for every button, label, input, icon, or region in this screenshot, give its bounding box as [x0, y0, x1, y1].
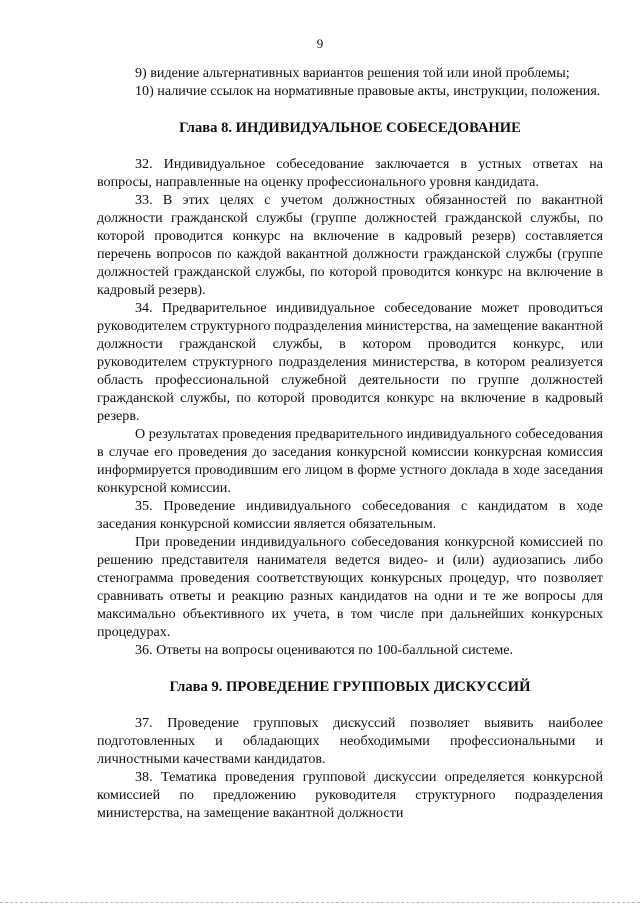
paragraph-33: 33. В этих целях с учетом должностных обязанностей по вакантной должности гражданской службы (группе должностей гражданской службы, по которой проводится конкурс на включение в кадровый резерв) составляется перечень вопросов по каждой вакантной должности гражданской службы (группе должностей гражданской службы, по которой проводится конкурс на включение в кадровый резерв).: [97, 192, 603, 298]
paragraph-item-9: 9) видение альтернативных вариантов решения той или иной проблемы;: [135, 65, 570, 81]
paragraph-38: 38. Тематика проведения групповой дискуссии определяется конкурсной комиссией по предложению руководителя структурного подразделения министерства, на замещение вакантной должности: [97, 769, 603, 821]
chapter-9-heading: Глава 9. ПРОВЕДЕНИЕ ГРУППОВЫХ ДИСКУССИЙ: [169, 679, 531, 695]
spacer: [97, 696, 603, 714]
paragraph-34: 34. Предварительное индивидуальное собеседование может проводиться руководителем структурного подразделения министерства, на замещение вакантной должности гражданской службы, в котором проводится конкурс, или руководителем структурного подразделения министерства, в котором реализуется область профессиональной служебной деятельности по группе должностей гражданской службы, по которой проводится конкурс на включение в кадровый резерв.: [97, 300, 603, 424]
document-body: [97, 64, 603, 822]
page-bottom-edge: [0, 902, 640, 903]
page-number: 9: [316, 36, 324, 51]
chapter-8-heading: Глава 8. ИНДИВИДУАЛЬНОЕ СОБЕСЕДОВАНИЕ: [179, 120, 521, 136]
paragraph-32: 32. Индивидуальное собеседование заключается в устных ответах на вопросы, направленные на оценку профессионального уровня кандидата.: [97, 156, 603, 190]
paragraph-35: 35. Проведение индивидуального собеседования с кандидатом в ходе заседания конкурсной комиссии является обязательным.: [97, 498, 603, 532]
spacer: [97, 100, 603, 119]
paragraph-35-continued: При проведении индивидуального собеседования конкурсной комиссией по решению представителя нанимателя ведется видео- и (или) аудиозапись либо стенограмма проведения соответствующих конкурсных процедур, что позволяет сравнивать ответы и реакцию разных кандидатов на одни и те же вопросы для максимально объективного их учета, в том числе при дальнейших конкурсных процедурах.: [97, 534, 603, 640]
spacer: [97, 659, 603, 678]
paragraph-36: 36. Ответы на вопросы оцениваются по 100-балльной системе.: [135, 642, 514, 658]
paragraph-item-10: 10) наличие ссылок на нормативные правовые акты, инструкции, положения.: [135, 83, 601, 99]
paragraph-34-continued: О результатах проведения предварительного индивидуального собеседования в случае его проведения до заседания конкурсной комиссии конкурсная комиссия информируется проводившим его лицом в форме устного доклада в ходе заседания конкурсной комиссии.: [97, 426, 603, 496]
paragraph-37: 37. Проведение групповых дискуссий позволяет выявить наиболее подготовленных и обладающих необходимыми профессиональными и личностными качествами кандидатов.: [97, 715, 603, 767]
spacer: [97, 137, 603, 155]
